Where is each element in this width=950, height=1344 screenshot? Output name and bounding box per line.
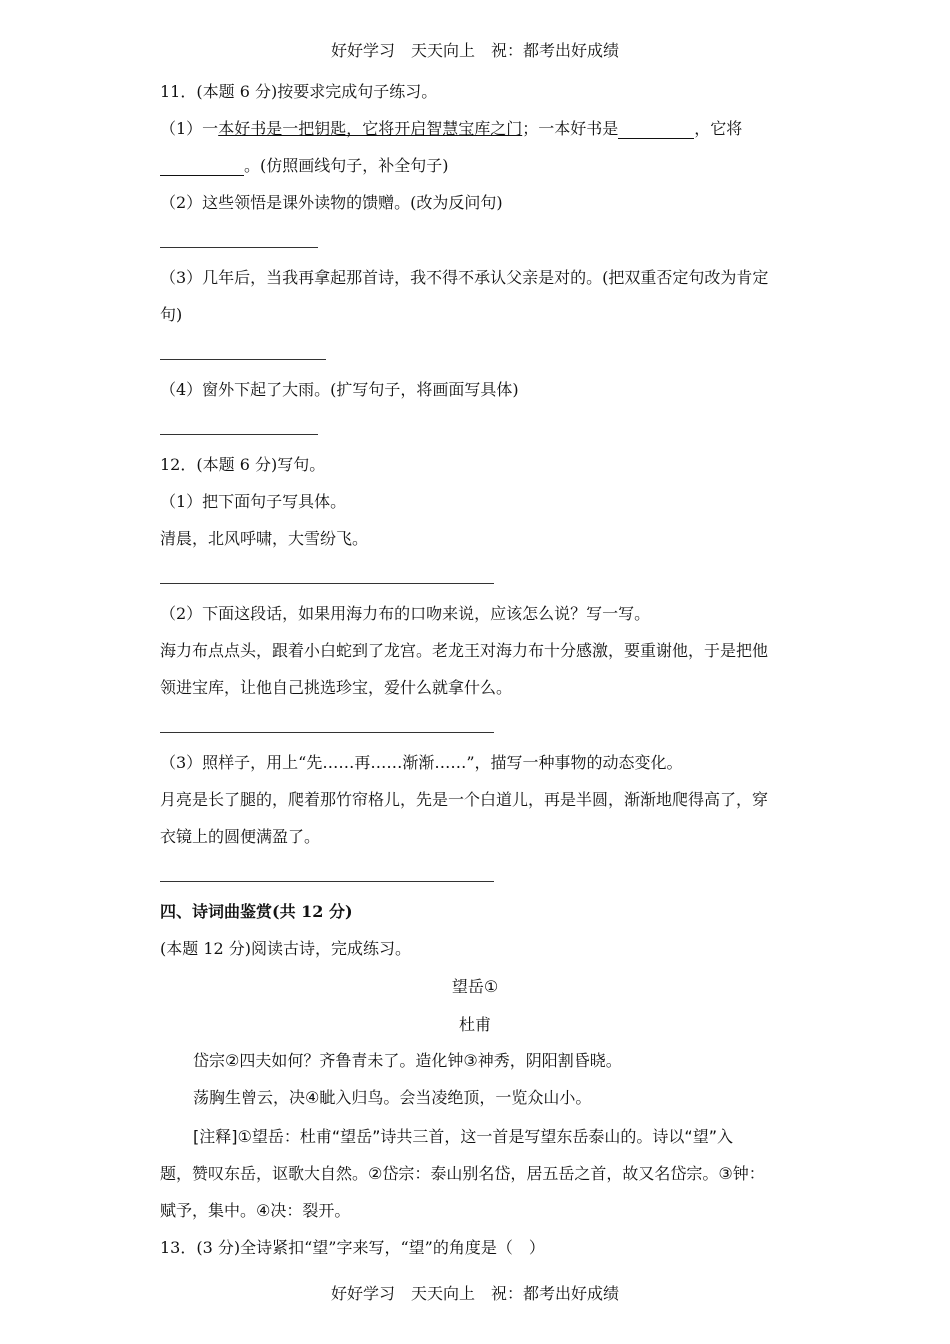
- q12-s3-text-2: 衣镜上的圆便满盈了。: [160, 827, 321, 846]
- q11-s3-line1: （3）几年后，当我再拿起那首诗，我不得不承认父亲是对的。(把双重否定句改为肯定: [160, 268, 769, 287]
- q11-s1-mid: ；一本好书是: [522, 119, 619, 138]
- poem-author: 杜甫: [458, 1015, 491, 1034]
- poem-note-1: [注释]①望岳：杜甫“望岳”诗共三首，这一首是写望东岳泰山的。诗以“望”入: [193, 1127, 733, 1146]
- q12-s1-text: 清晨，北风呼啸，大雪纷飞。: [160, 529, 369, 548]
- q11-s1: [160, 119, 742, 139]
- q11-s1-prefix: （1）一: [160, 119, 219, 138]
- answer-line[interactable]: [160, 732, 494, 733]
- page-header: 好好学习 天天向上 祝：都考出好成绩: [330, 41, 619, 60]
- answer-line[interactable]: [160, 247, 318, 248]
- section4-intro: (本题 12 分)阅读古诗，完成练习。: [160, 939, 412, 958]
- q12-s2-text-2: 领进宝库，让他自己挑选珍宝，爱什么就拿什么。: [160, 678, 513, 697]
- answer-line[interactable]: [160, 881, 494, 882]
- q11-s4: （4）窗外下起了大雨。(扩写句子，将画面写具体): [160, 380, 519, 399]
- q13-title: 13．(3 分)全诗紧扣“望”字来写，“望”的角度是（ ）: [160, 1238, 545, 1257]
- q11-s1-line2: [160, 156, 449, 176]
- q12-s2-text-1: 海力布点点头，跟着小白蛇到了龙宫。老龙王对海力布十分感激，要重谢他，于是把他: [160, 641, 769, 660]
- q11-s1-underlined: 本好书是一把钥匙，它将开启智慧宝库之门: [218, 119, 523, 138]
- poem-note-3: 赋予，集中。④决：裂开。: [160, 1201, 351, 1220]
- answer-blank[interactable]: [160, 157, 244, 176]
- q12-title: 12．(本题 6 分)写句。: [160, 455, 326, 474]
- q12-s3: （3）照样子，用上“先……再……渐渐……”，描写一种事物的动态变化。: [160, 753, 683, 772]
- q11-s2: （2）这些领悟是课外读物的馈赠。(改为反问句): [160, 193, 503, 212]
- poem-note-2: 题，赞叹东岳，讴歌大自然。②岱宗：泰山别名岱，居五岳之首，故又名岱宗。③钟：: [160, 1164, 765, 1183]
- answer-blank[interactable]: [618, 120, 694, 139]
- q12-s1: （1）把下面句子写具体。: [160, 492, 347, 511]
- q11-title: 11．(本题 6 分)按要求完成句子练习。: [160, 82, 438, 101]
- q12-s2: （2）下面这段话，如果用海力布的口吻来说，应该怎么说？写一写。: [160, 604, 651, 623]
- answer-line[interactable]: [160, 359, 326, 360]
- q11-s1-after: ，它将: [694, 119, 743, 138]
- section4-title: 四、诗词曲鉴赏(共 12 分): [160, 902, 353, 921]
- q12-s3-text-1: 月亮是长了腿的，爬着那竹帘格儿，先是一个白道儿，再是半圆，渐渐地爬得高了，穿: [160, 790, 769, 809]
- answer-line[interactable]: [160, 434, 318, 435]
- poem-line-2: 荡胸生曾云，决④眦入归鸟。会当凌绝顶，一览众山小。: [193, 1088, 592, 1107]
- answer-line[interactable]: [160, 583, 494, 584]
- poem-title: 望岳①: [451, 977, 499, 996]
- page-footer: 好好学习 天天向上 祝：都考出好成绩: [330, 1284, 619, 1303]
- q11-s3-line2: 句): [160, 305, 183, 324]
- q11-s1-line2-tail: 。(仿照画线句子，补全句子): [244, 156, 449, 175]
- poem-line-1: 岱宗②四夫如何？齐鲁青未了。造化钟③神秀，阴阳割昏晓。: [193, 1051, 622, 1070]
